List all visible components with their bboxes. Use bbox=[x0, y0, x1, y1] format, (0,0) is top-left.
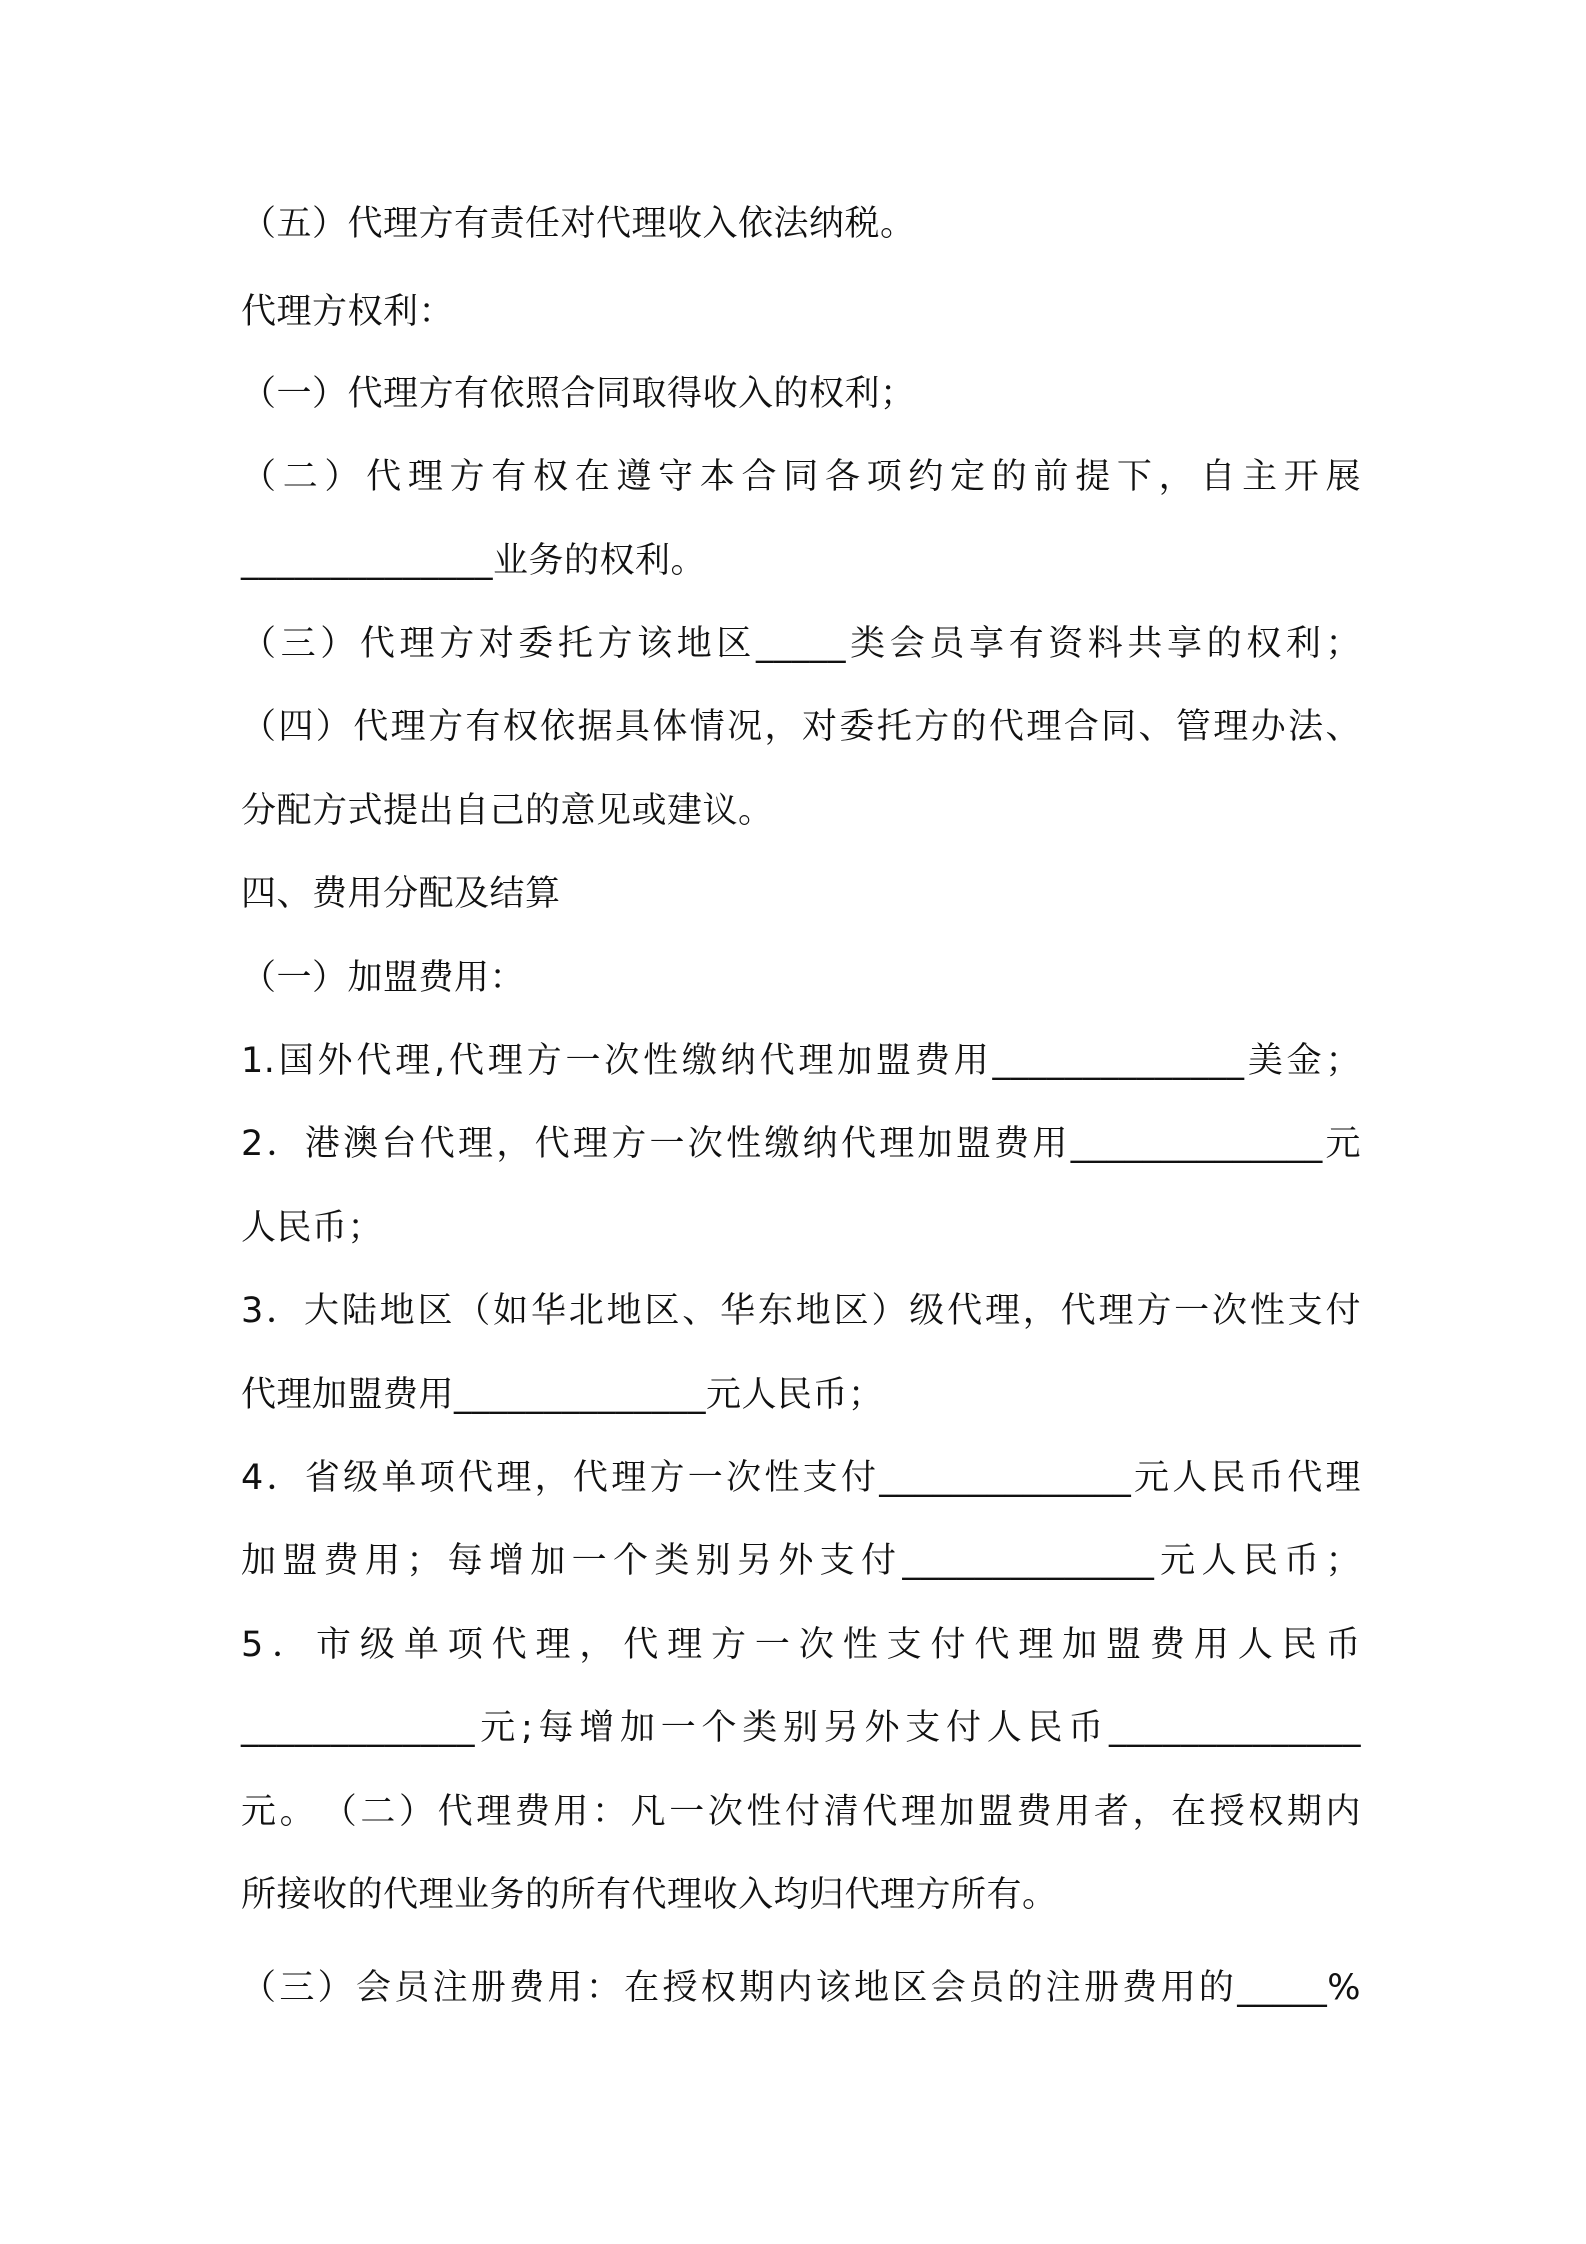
paragraph-line: （一）代理方有依照合同取得收入的权利； bbox=[241, 374, 916, 414]
paragraph-line: 3．大陆地区（如华北地区、华东地区）级代理，代理方一次性支付 bbox=[241, 1291, 1361, 1331]
paragraph-line: （四）代理方有权依据具体情况，对委托方的代理合同、管理办法、 bbox=[241, 707, 1361, 747]
paragraph-line: 人民币； bbox=[241, 1208, 384, 1248]
paragraph-line: （一）加盟费用： bbox=[241, 958, 526, 998]
paragraph-line: （五）代理方有责任对代理收入依法纳税。 bbox=[241, 204, 916, 244]
paragraph-line: ______________业务的权利。 bbox=[241, 541, 707, 581]
paragraph-line: 代理方权利： bbox=[241, 292, 455, 332]
paragraph-line: （二）代理方有权在遵守本合同各项约定的前提下，自主开展 bbox=[241, 457, 1361, 497]
paragraph-line: 所接收的代理业务的所有代理收入均归代理方所有。 bbox=[241, 1875, 1058, 1915]
paragraph-line: 分配方式提出自己的意见或建议。 bbox=[241, 791, 774, 831]
section-heading: 四、费用分配及结算 bbox=[241, 874, 561, 914]
paragraph-line: 代理加盟费用______________元人民币； bbox=[241, 1375, 884, 1415]
paragraph-line: _____________元;每增加一个类别另外支付人民币______________ bbox=[241, 1708, 1361, 1748]
paragraph-line: （三）会员注册费用：在授权期内该地区会员的注册费用的_____% bbox=[241, 1968, 1361, 2008]
paragraph-line: 元。 （二）代理费用：凡一次性付清代理加盟费用者，在授权期内 bbox=[241, 1792, 1361, 1832]
paragraph-line: （三）代理方对委托方该地区_____类会员享有资料共享的权利； bbox=[241, 624, 1361, 664]
paragraph-line: 1.国外代理,代理方一次性缴纳代理加盟费用______________美金； bbox=[241, 1041, 1361, 1081]
paragraph-line: 5．市级单项代理，代理方一次性支付代理加盟费用人民币 bbox=[241, 1625, 1361, 1665]
paragraph-line: 2．港澳台代理，代理方一次性缴纳代理加盟费用______________元 bbox=[241, 1124, 1361, 1164]
paragraph-line: 加盟费用；每增加一个类别另外支付______________元人民币； bbox=[241, 1541, 1361, 1581]
paragraph-line: 4．省级单项代理，代理方一次性支付______________元人民币代理 bbox=[241, 1458, 1361, 1498]
